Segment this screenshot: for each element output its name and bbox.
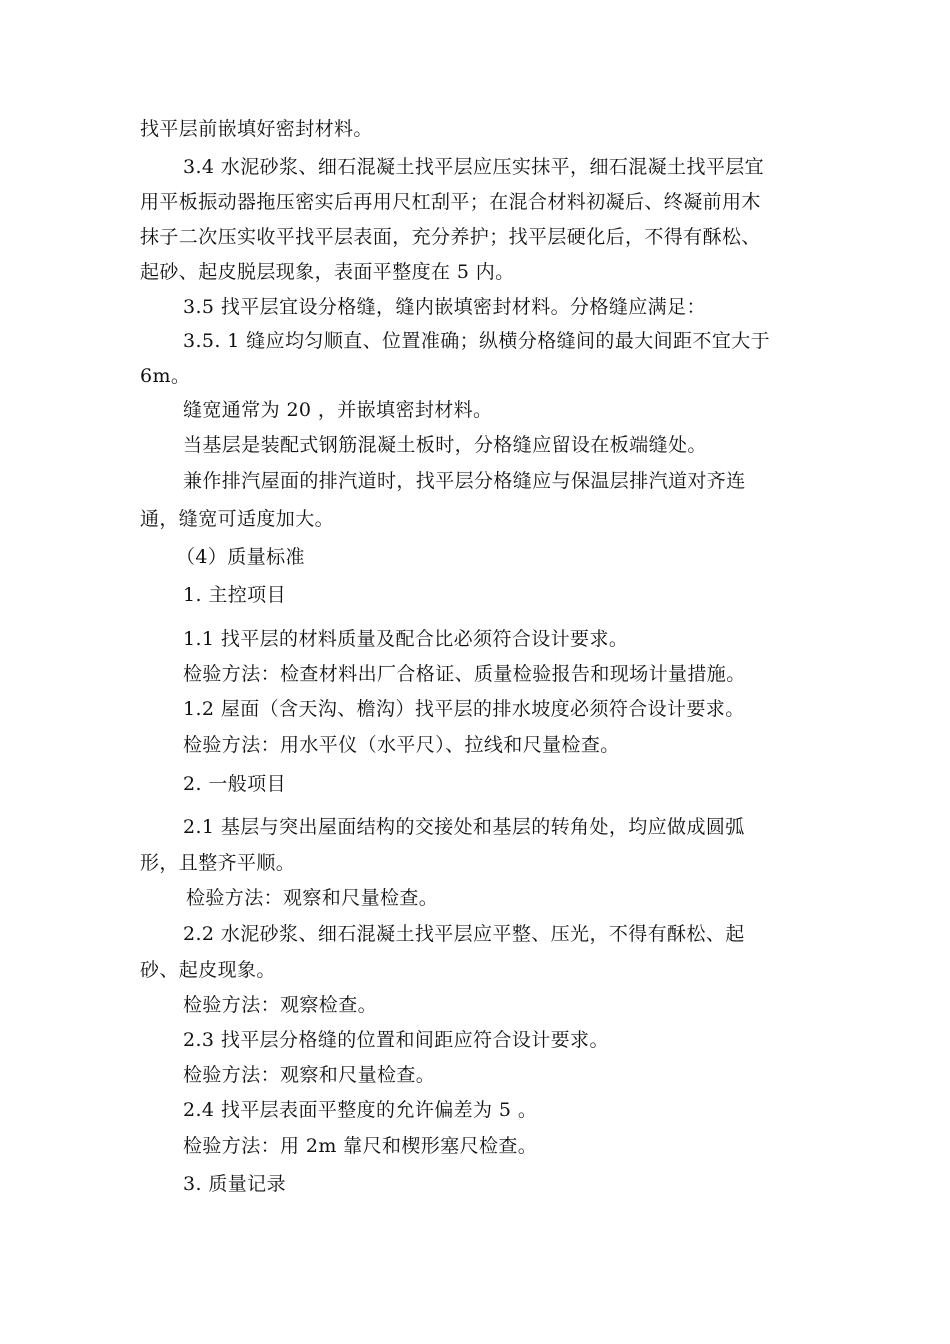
text-line: 1.2 屋面（含天沟、檐沟）找平层的排水坡度必须符合设计要求。 xyxy=(183,698,745,720)
text-line: 检验方法：用 2m 靠尺和楔形塞尺检查。 xyxy=(183,1135,538,1157)
section-heading: 1. 主控项目 xyxy=(183,584,286,606)
text-line: 检验方法：检查材料出厂合格证、质量检验报告和现场计量措施。 xyxy=(183,663,746,685)
text-line: 2.2 水泥砂浆、细石混凝土找平层应平整、压光，不得有酥松、起 xyxy=(183,923,745,945)
text-line: 砂、起皮现象。 xyxy=(140,959,276,981)
section-heading: 3. 质量记录 xyxy=(183,1173,286,1195)
text-line: 3.5. 1 缝应均匀顺直、位置准确；纵横分格缝间的最大间距不宜大于 xyxy=(183,330,771,352)
text-line: 兼作排汽屋面的排汽道时，找平层分格缝应与保温层排汽道对齐连 xyxy=(183,470,746,492)
text-line: 起砂、起皮脱层现象，表面平整度在 5 内。 xyxy=(140,261,515,283)
text-line: 2.3 找平层分格缝的位置和间距应符合设计要求。 xyxy=(183,1029,609,1051)
section-heading: （4）质量标准 xyxy=(176,546,305,568)
text-line: 1.1 找平层的材料质量及配合比必须符合设计要求。 xyxy=(183,628,629,650)
text-line: 抹子二次压实收平找平层表面，充分养护；找平层硬化后，不得有酥松、 xyxy=(140,226,761,248)
text-line: 2.1 基层与突出屋面结构的交接处和基层的转角处，均应做成圆弧 xyxy=(183,816,745,838)
text-line: 通，缝宽可适度加大。 xyxy=(140,508,335,530)
text-line: 检验方法：观察检查。 xyxy=(183,994,378,1016)
text-line: 3.5 找平层宜设分格缝，缝内嵌填密封材料。分格缝应满足： xyxy=(183,296,706,318)
section-heading: 2. 一般项目 xyxy=(183,773,286,795)
text-line: 找平层前嵌填好密封材料。 xyxy=(140,118,373,140)
text-line: 检验方法：用水平仪（水平尺）、拉线和尺量检查。 xyxy=(183,734,620,756)
text-line: 缝宽通常为 20 ，并嵌填密封材料。 xyxy=(183,399,493,421)
text-line: 当基层是装配式钢筋混凝土板时，分格缝应留设在板端缝处。 xyxy=(183,434,707,456)
text-line: 3.4 水泥砂浆、细石混凝土找平层应压实抹平，细石混凝土找平层宜 xyxy=(183,156,765,178)
text-line: 2.4 找平层表面平整度的允许偏差为 5 。 xyxy=(183,1099,538,1121)
text-line: 检验方法：观察和尺量检查。 xyxy=(183,1064,436,1086)
text-line: 检验方法：观察和尺量检查。 xyxy=(186,887,439,909)
text-line: 6m。 xyxy=(140,365,191,387)
text-line: 形，且整齐平顺。 xyxy=(140,852,296,874)
text-line: 用平板振动器拖压密实后再用尺杠刮平；在混合材料初凝后、终凝前用木 xyxy=(140,191,761,213)
